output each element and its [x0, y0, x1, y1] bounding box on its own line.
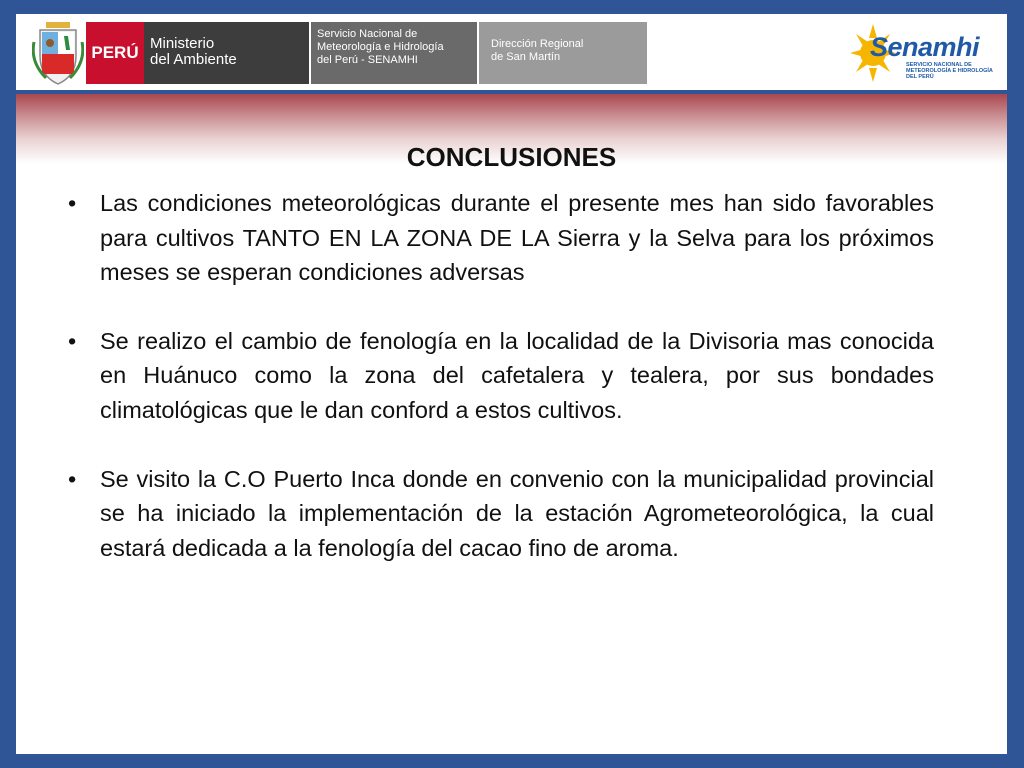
list-item-text: Se realizo el cambio de fenología en la localidad de la Divisoria mas conocida en Huánuco como la zona del cafetalera y tealera, por sus bondades climatológicas que le dan conford a estos cultivos. [100, 327, 934, 423]
page-title: CONCLUSIONES [406, 142, 617, 172]
list-item [64, 186, 934, 290]
list-item [64, 324, 934, 428]
ministry-line-2: del Ambiente [150, 51, 237, 68]
senamhi-line-1: Servicio Nacional de [317, 28, 418, 40]
direction-label [479, 22, 647, 84]
logo-subtitle: SERVICIO NACIONAL DE METEOROLOGÍA E HIDROLOGÍA DEL PERÚ [906, 62, 993, 80]
list-item-text: Se visito la C.O Puerto Inca donde en convenio con la municipalidad provincial se ha iniciado la implementación de la estación Agrometeorológica, la cual estará dedicada a la fenología del cacao fino de aroma. [100, 465, 934, 561]
bullet-icon: • [68, 190, 77, 216]
header-bar [16, 14, 1007, 94]
ministry-label [144, 22, 309, 84]
slide [16, 14, 1007, 754]
logo-wordmark: Senamhi [870, 32, 980, 62]
senamhi-line-2: Meteorología e Hidrología [317, 41, 444, 53]
senamhi-line-3: del Perú - SENAMHI [317, 54, 418, 66]
ministry-line-1: Ministerio [150, 35, 215, 52]
bullet-icon: • [68, 465, 77, 492]
bullet-icon: • [68, 327, 77, 354]
list-item [64, 462, 934, 566]
coat-of-arms-icon [32, 22, 84, 86]
senamhi-logo [848, 20, 998, 86]
peru-label: PERÚ [86, 22, 144, 84]
direction-line-2: de San Martín [491, 51, 561, 63]
list-item-text: Las condiciones meteorológicas durante el presente mes han sido favorables para cultivos TANTO EN LA ZONA DE LA Sierra y la Selva para los próximos meses se esperan condiciones adversas [100, 190, 934, 286]
direction-line-1: Dirección Regional [491, 38, 584, 50]
senamhi-label [311, 22, 477, 84]
conclusions-list [64, 186, 934, 599]
